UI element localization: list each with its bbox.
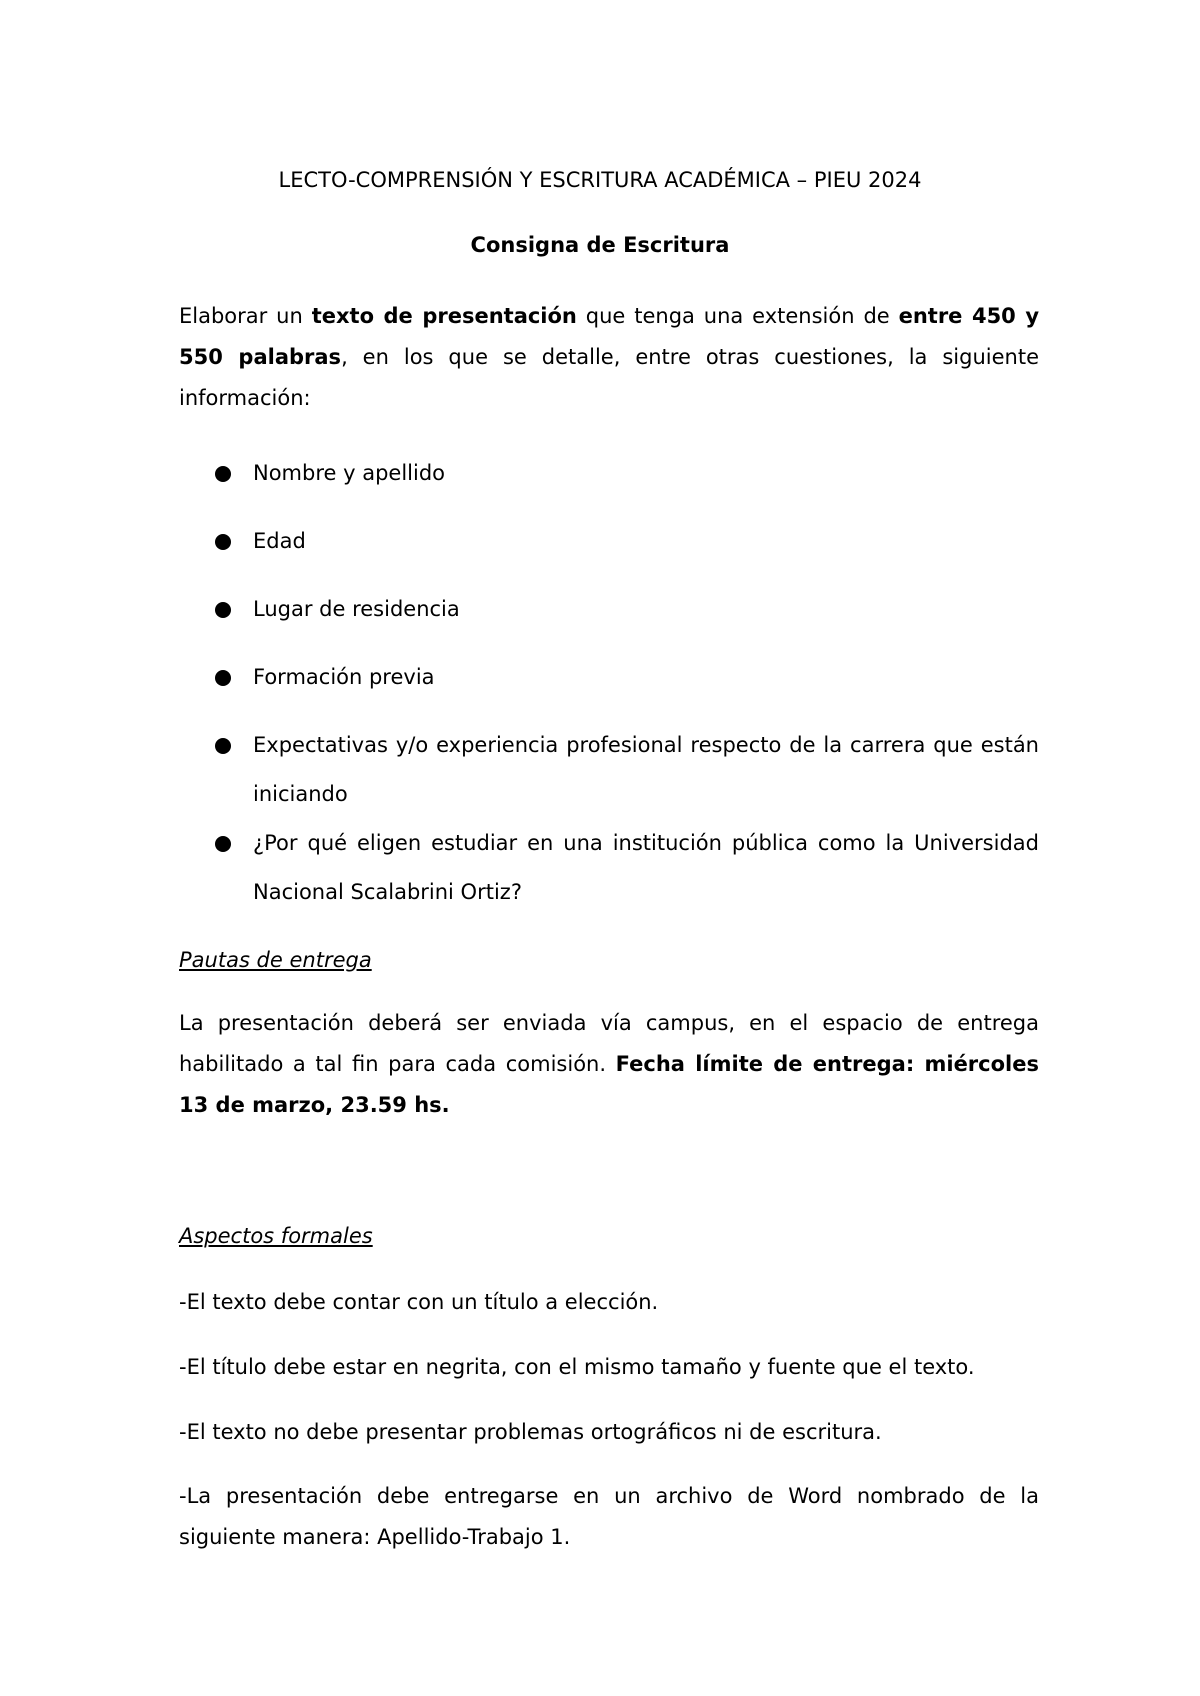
- list-item: [215, 517, 1039, 566]
- bullet-dot-icon: [215, 670, 231, 686]
- pautas-text: La presentación deberá ser enviada vía campus, en el espacio de entrega habilitado a tal fin para cada comisión.: [179, 1011, 1039, 1076]
- document-title: LECTO-COMPRENSIÓN Y ESCRITURA ACADÉMICA – PIEU 2024: [278, 168, 922, 192]
- deadline-text: Fecha límite de entrega: miércoles 13 de marzo, 23.59 hs.: [179, 1052, 1039, 1117]
- list-item-text: ¿Por qué eligen estudiar en una institución pública como la Universidad Nacional Scalabrini Ortiz?: [253, 831, 1039, 904]
- pautas-paragraph: [179, 1003, 1039, 1126]
- list-item: [215, 585, 1039, 634]
- intro-text-2: que tenga una extensión de: [576, 304, 899, 328]
- list-item-text: Nombre y apellido: [253, 461, 446, 485]
- intro-text-3: , en los que se detalle, entre otras cuestiones, la siguiente información:: [179, 345, 1040, 410]
- bullet-dot-icon: [215, 466, 231, 482]
- list-item-text: Edad: [253, 529, 306, 553]
- intro-bold-2: entre 450 y 550 palabras: [179, 304, 1040, 369]
- rule-item: -El texto debe contar con un título a elección.: [179, 1290, 659, 1314]
- intro-bold-1: texto de presentación: [311, 304, 577, 328]
- document-subtitle: Consigna de Escritura: [470, 233, 730, 257]
- aspectos-heading: Aspectos formales: [179, 1224, 373, 1248]
- bullet-dot-icon: [215, 738, 231, 754]
- bullet-dot-icon: [215, 602, 231, 618]
- list-item-text: Expectativas y/o experiencia profesional respecto de la carrera que están iniciando: [253, 733, 1039, 806]
- list-item: [215, 653, 1039, 702]
- bullet-dot-icon: [215, 534, 231, 550]
- list-item: [215, 449, 1039, 498]
- intro-text-1: Elaborar un: [179, 304, 312, 328]
- info-list: [215, 449, 1039, 917]
- list-item-text: Lugar de residencia: [253, 597, 460, 621]
- rule-item: -La presentación debe entregarse en un archivo de Word nombrado de la siguiente manera: Apellido-Trabajo 1.: [179, 1484, 1039, 1549]
- list-item: [215, 819, 1039, 917]
- bullet-dot-icon: [215, 836, 231, 852]
- intro-paragraph: [179, 296, 1039, 419]
- rule-item: -El texto no debe presentar problemas ortográficos ni de escritura.: [179, 1420, 882, 1444]
- pautas-heading: Pautas de entrega: [179, 948, 372, 972]
- list-item: [215, 721, 1039, 819]
- rule-item: -El título debe estar en negrita, con el mismo tamaño y fuente que el texto.: [179, 1355, 975, 1379]
- list-item-text: Formación previa: [253, 665, 435, 689]
